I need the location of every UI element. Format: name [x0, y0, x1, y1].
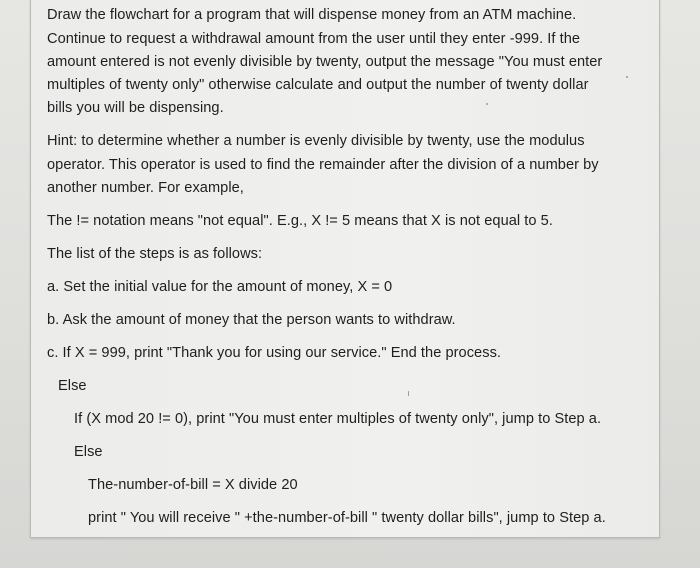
dust-speck [626, 76, 628, 78]
step-calc: The-number-of-bill = X divide 20 [88, 477, 298, 493]
hint-line-1: Hint: to determine whether a number is evenly divisible by twenty, use the modulus [47, 133, 585, 149]
problem-line-4: multiples of twenty only" otherwise calculate and output the number of twenty dollar [47, 77, 589, 93]
hint-line-2: operator. This operator is used to find the remainder after the division of a number by [47, 157, 599, 173]
problem-line-1: Draw the flowchart for a program that will dispense money from an ATM machine. [47, 7, 577, 23]
step-print: print " You will receive " +the-number-of-bill " twenty dollar bills", jump to Step a. [88, 510, 606, 526]
problem-line-5: bills you will be dispensing. [47, 100, 224, 116]
step-if-mod: If (X mod 20 != 0), print "You must enter multiples of twenty only", jump to Step a. [74, 411, 602, 427]
notation-line: The != notation means "not equal". E.g., X != 5 means that X is not equal to 5. [47, 213, 553, 229]
else-2: Else [74, 444, 103, 460]
dust-speck [408, 391, 409, 396]
step-c: c. If X = 999, print "Thank you for using our service." End the process. [47, 345, 502, 361]
step-a: a. Set the initial value for the amount of money, X = 0 [47, 279, 393, 295]
problem-line-3: amount entered is not evenly divisible by twenty, output the message "You must enter [47, 54, 603, 70]
steps-intro: The list of the steps is as follows: [47, 246, 263, 262]
dust-speck [486, 103, 488, 105]
problem-line-2: Continue to request a withdrawal amount from the user until they enter -999. If the [47, 31, 581, 47]
else-1: Else [58, 378, 87, 394]
hint-line-3: another number. For example, [47, 180, 244, 196]
step-b: b. Ask the amount of money that the person wants to withdraw. [47, 312, 456, 328]
